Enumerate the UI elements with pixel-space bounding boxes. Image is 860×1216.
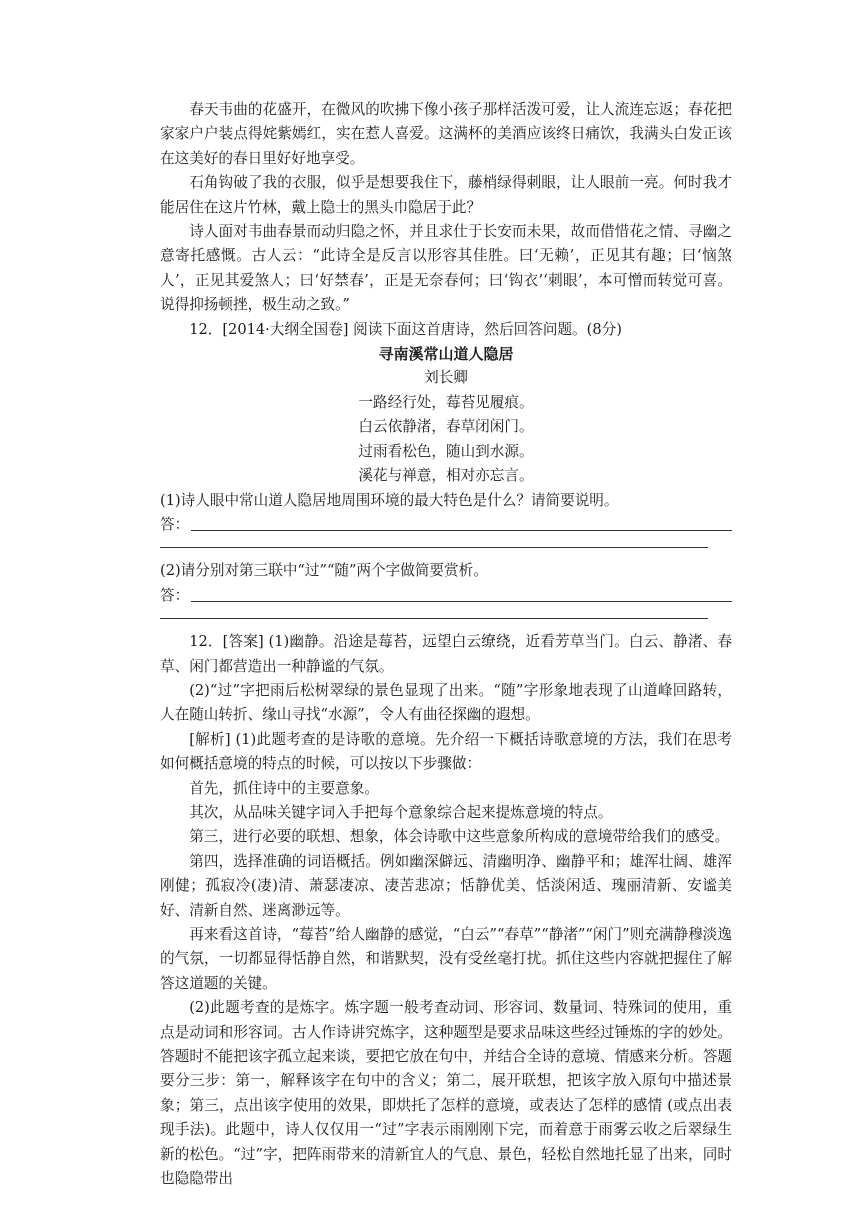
answer-label-2: 答： xyxy=(160,586,190,604)
analysis-step-3: 第三，进行必要的联想、想象，体会诗歌中这些意象所构成的意境带给我们的感受。 xyxy=(189,828,730,846)
answer-underline xyxy=(160,618,708,619)
analysis-step-2: 其次，从品味关键字词入手把每个意象综合起来提炼意境的特点。 xyxy=(189,803,613,821)
sub-question-2: (2)请分别对第三联中“过”“随”两个字做简要赏析。 xyxy=(160,562,488,580)
analysis-part-2: (2)此题考查的是炼字。炼字题一般考查动词、形容词、数量词、特殊词的使用，重点是动词和形容词。古人作诗讲究炼字，这种题型是要求品味这些经过锤炼的字的妙处。答题时不能把该字孤立起来谈，要把它放在句中，并结合全诗的意境、情感来分析。答题要分三步：第一，解释该字在句中的含义；第二，展开联想，把该字放入原句中描述景象；第三，点出该字使用的效果，即烘托了怎样的意境，或表达了怎样的感情 (或点出表现手法)。此题中，诗人仅仅用一“过”字表示雨刚刚下完，而着意于雨雾云收之后翠绿生新的松色。“过”字，把阵雨带来的清新宜人的气息、景色，轻松自然地托显了出来，同时也隐隐带出 xyxy=(160,999,732,1188)
answer-underline xyxy=(191,530,732,531)
answer-line-2b xyxy=(160,608,732,630)
analysis-step-4: 第四，选择准确的词语概括。例如幽深僻远、清幽明净、幽静平和；雄浑壮阔、雄浑刚健；孤寂冷(凄)清、萧瑟凄凉、凄苦悲凉；恬静优美、恬淡闲适、瑰丽清新、安谧美好、清新自然、迷离渺远等。 xyxy=(160,852,732,919)
poem-line-2: 白云依静渚，春草闭闲门。 xyxy=(358,418,534,436)
answer-part-1: 12．[答案] (1)幽静。沿途是莓苔，远望白云缭绕，近看芳草当门。白云、静渚、春草、闲门都营造出一种静谧的气氛。 xyxy=(160,633,732,675)
translation-paragraph-1: 春天韦曲的花盛开，在微风的吹拂下像小孩子那样活泼可爱，让人流连忘返；春花把家家户户装点得姹紫嫣红，实在惹人喜爱。这满杯的美酒应该终日痛饮，我满头白发正该在这美好的春日里好好地享受。 xyxy=(160,101,732,167)
answer-line-1b xyxy=(160,537,732,559)
analysis-step-1: 首先，抓住诗中的主要意象。 xyxy=(189,779,379,797)
answer-line-1 xyxy=(160,513,732,537)
sub-question-1: (1)诗人眼中常山道人隐居地周围环境的最大特色是什么？请简要说明。 xyxy=(160,491,619,509)
poem-title: 寻南溪常山道人隐居 xyxy=(378,345,514,364)
poem-line-3: 过雨看松色，随山到水源。 xyxy=(358,442,534,460)
analysis-summary: 再来看这首诗，“莓苔”给人幽静的感觉，“白云”“春草”“静渚”“闲门”则充满静穆淡逸的气氛，一切都显得恬静自然，和谐默契，没有受丝毫打扰。抓住这些内容就把握住了解答这道题的关键。 xyxy=(160,925,732,992)
poem-line-4: 溪花与禅意，相对亦忘言。 xyxy=(358,467,534,485)
answer-part-2: (2)“过”字把雨后松树翠绿的景色显现了出来。“随”字形象地表现了山道峰回路转，人在随山转折、缘山寻找“水源”，令人有曲径探幽的遐想。 xyxy=(160,681,732,724)
document-page xyxy=(160,98,732,1191)
poem-line-1: 一路经行处，莓苔见履痕。 xyxy=(358,393,534,411)
answer-line-2 xyxy=(160,584,732,608)
translation-paragraph-2: 石角钩破了我的衣服，似乎是想要我住下，藤梢绿得刺眼，让人眼前一亮。何时我才能居住在这片竹林，戴上隐士的黑头巾隐居于此？ xyxy=(160,174,732,216)
answer-label-1: 答： xyxy=(160,515,190,533)
poem-author: 刘长卿 xyxy=(424,369,468,387)
analysis-part-1: [解析] (1)此题考查的是诗歌的意境。先介绍一下概括诗歌意境的方法，我们在思考如何概括意境的特点的时候，可以按以下步骤做： xyxy=(160,730,732,773)
answer-underline xyxy=(160,547,708,548)
answer-underline xyxy=(191,601,732,602)
commentary-paragraph: 诗人面对韦曲春景而动归隐之怀，并且求仕于长安而未果，故而借惜花之情、寻幽之意寄托感慨。古人云：“此诗全是反言以形容其佳胜。曰‘无赖’，正见其有趣；曰‘恼煞人’，正见其爱煞人；曰‘好禁春’，正是无奈春何；曰‘钩衣’‘刺眼’，本可憎而转觉可喜。说得抑扬顿挫，极生动之致。” xyxy=(160,223,732,314)
question-stem: 12．[2014·大纲全国卷] 阅读下面这首唐诗，然后回答问题。(8分) xyxy=(189,320,622,338)
